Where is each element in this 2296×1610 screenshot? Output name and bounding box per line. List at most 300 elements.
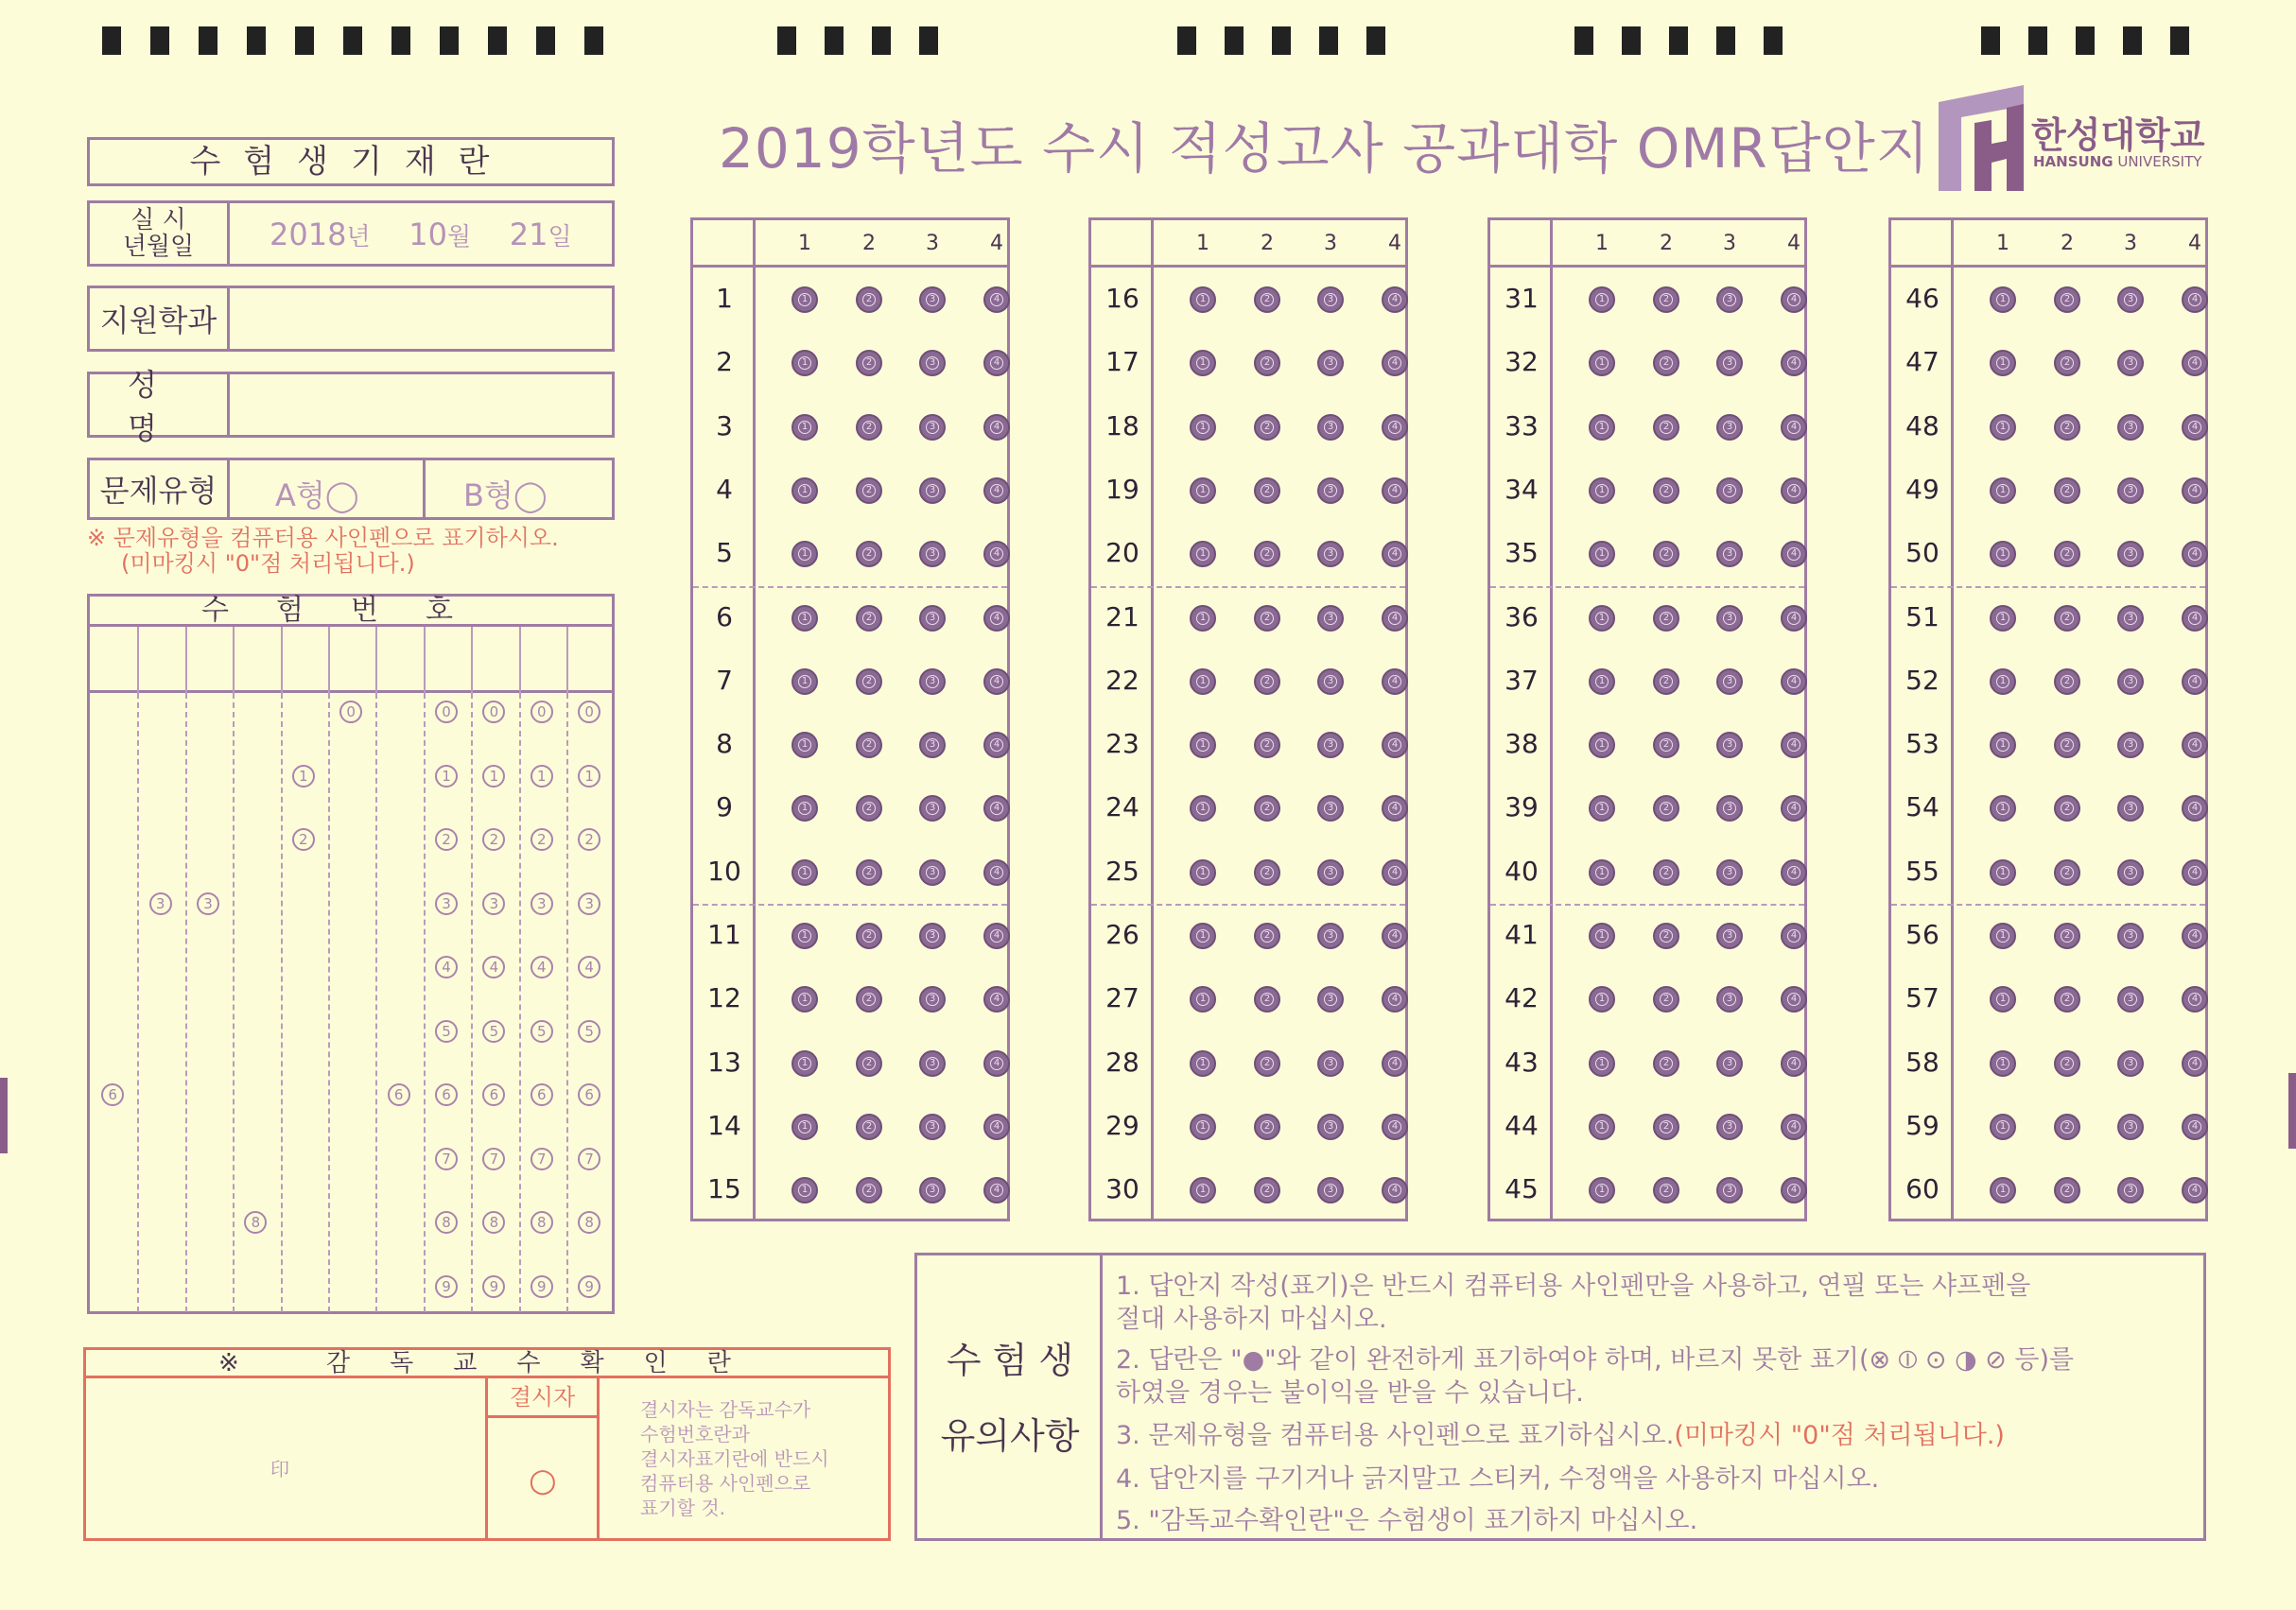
answer-bubble[interactable]: 1 — [791, 541, 818, 567]
answer-bubble[interactable]: 1 — [1190, 414, 1216, 441]
answer-bubble[interactable]: 4 — [1781, 923, 1807, 949]
answer-bubble[interactable]: 3 — [919, 1177, 946, 1203]
answer-bubble[interactable]: 1 — [1190, 1114, 1216, 1140]
answer-bubble[interactable]: 3 — [1716, 1050, 1743, 1077]
exam-digit-bubble[interactable]: 3 — [531, 892, 553, 915]
answer-bubble[interactable]: 4 — [1781, 605, 1807, 632]
exam-digit-bubble[interactable]: 9 — [531, 1275, 553, 1298]
answer-bubble[interactable]: 2 — [2054, 1177, 2080, 1203]
exam-digit-bubble[interactable]: 7 — [531, 1148, 553, 1170]
type-a-option[interactable]: A형◯ — [275, 477, 359, 513]
answer-bubble[interactable]: 4 — [983, 414, 1010, 441]
answer-bubble[interactable]: 3 — [1716, 668, 1743, 695]
answer-bubble[interactable]: 1 — [1589, 350, 1615, 376]
answer-bubble[interactable]: 3 — [2117, 795, 2144, 822]
answer-bubble[interactable]: 4 — [1382, 668, 1408, 695]
answer-bubble[interactable]: 4 — [1781, 795, 1807, 822]
answer-bubble[interactable]: 2 — [856, 986, 882, 1013]
answer-bubble[interactable]: 4 — [983, 859, 1010, 886]
answer-bubble[interactable]: 3 — [919, 286, 946, 313]
answer-bubble[interactable]: 3 — [2117, 923, 2144, 949]
answer-bubble[interactable]: 2 — [856, 541, 882, 567]
answer-bubble[interactable]: 2 — [856, 414, 882, 441]
exam-digit-bubble[interactable]: 1 — [578, 765, 600, 788]
exam-digit-bubble[interactable]: 9 — [435, 1275, 458, 1298]
exam-digit-bubble[interactable]: 8 — [578, 1211, 600, 1234]
exam-digit-bubble[interactable]: 3 — [482, 892, 505, 915]
answer-bubble[interactable]: 2 — [2054, 286, 2080, 313]
answer-bubble[interactable]: 2 — [1254, 477, 1280, 504]
exam-digit-bubble[interactable]: 4 — [482, 956, 505, 978]
exam-digit-bubble[interactable]: 2 — [292, 828, 315, 851]
answer-bubble[interactable]: 4 — [2182, 732, 2208, 758]
answer-bubble[interactable]: 4 — [983, 477, 1010, 504]
answer-bubble[interactable]: 1 — [1589, 414, 1615, 441]
answer-bubble[interactable]: 3 — [919, 923, 946, 949]
answer-bubble[interactable]: 2 — [1653, 923, 1679, 949]
exam-digit-bubble[interactable]: 2 — [435, 828, 458, 851]
answer-bubble[interactable]: 1 — [1190, 350, 1216, 376]
answer-bubble[interactable]: 3 — [2117, 286, 2144, 313]
answer-bubble[interactable]: 1 — [1589, 732, 1615, 758]
exam-digit-bubble[interactable]: 3 — [149, 892, 172, 915]
answer-bubble[interactable]: 4 — [1781, 986, 1807, 1013]
answer-bubble[interactable]: 3 — [2117, 732, 2144, 758]
answer-bubble[interactable]: 3 — [1716, 795, 1743, 822]
answer-bubble[interactable]: 4 — [2182, 1050, 2208, 1077]
answer-bubble[interactable]: 2 — [2054, 414, 2080, 441]
answer-bubble[interactable]: 4 — [2182, 859, 2208, 886]
answer-bubble[interactable]: 4 — [2182, 286, 2208, 313]
answer-bubble[interactable]: 2 — [2054, 986, 2080, 1013]
answer-bubble[interactable]: 4 — [1781, 1114, 1807, 1140]
answer-bubble[interactable]: 2 — [1653, 541, 1679, 567]
exam-digit-bubble[interactable]: 4 — [578, 956, 600, 978]
exam-digit-bubble[interactable]: 2 — [578, 828, 600, 851]
exam-digit-bubble[interactable]: 8 — [482, 1211, 505, 1234]
answer-bubble[interactable]: 3 — [1317, 1114, 1344, 1140]
answer-bubble[interactable]: 2 — [1653, 414, 1679, 441]
exam-digit-bubble[interactable]: 2 — [482, 828, 505, 851]
exam-digit-bubble[interactable]: 2 — [531, 828, 553, 851]
answer-bubble[interactable]: 2 — [1653, 795, 1679, 822]
answer-bubble[interactable]: 1 — [791, 668, 818, 695]
answer-bubble[interactable]: 3 — [919, 350, 946, 376]
answer-bubble[interactable]: 1 — [1190, 1050, 1216, 1077]
answer-bubble[interactable]: 1 — [1589, 668, 1615, 695]
answer-bubble[interactable]: 1 — [1589, 1050, 1615, 1077]
exam-digit-bubble[interactable]: 5 — [578, 1020, 600, 1043]
exam-digit-bubble[interactable]: 5 — [482, 1020, 505, 1043]
answer-bubble[interactable]: 4 — [1382, 286, 1408, 313]
answer-bubble[interactable]: 3 — [2117, 986, 2144, 1013]
answer-bubble[interactable]: 2 — [1653, 986, 1679, 1013]
exam-digit-bubble[interactable]: 8 — [435, 1211, 458, 1234]
answer-bubble[interactable]: 2 — [856, 923, 882, 949]
answer-bubble[interactable]: 2 — [1653, 1177, 1679, 1203]
answer-bubble[interactable]: 1 — [1190, 605, 1216, 632]
answer-bubble[interactable]: 3 — [1317, 795, 1344, 822]
answer-bubble[interactable]: 2 — [1254, 1050, 1280, 1077]
answer-bubble[interactable]: 4 — [2182, 795, 2208, 822]
type-b-option[interactable]: B형◯ — [463, 477, 548, 513]
answer-bubble[interactable]: 4 — [2182, 923, 2208, 949]
exam-digit-bubble[interactable]: 0 — [482, 701, 505, 723]
exam-digit-bubble[interactable]: 3 — [578, 892, 600, 915]
answer-bubble[interactable]: 2 — [856, 350, 882, 376]
answer-bubble[interactable]: 1 — [1190, 1177, 1216, 1203]
answer-bubble[interactable]: 1 — [1190, 859, 1216, 886]
exam-digit-bubble[interactable]: 0 — [578, 701, 600, 723]
answer-bubble[interactable]: 1 — [1190, 477, 1216, 504]
answer-bubble[interactable]: 4 — [983, 541, 1010, 567]
answer-bubble[interactable]: 3 — [919, 859, 946, 886]
answer-bubble[interactable]: 2 — [1254, 795, 1280, 822]
answer-bubble[interactable]: 4 — [1382, 541, 1408, 567]
exam-digit-bubble[interactable]: 6 — [388, 1083, 410, 1106]
answer-bubble[interactable]: 3 — [919, 986, 946, 1013]
exam-digit-bubble[interactable]: 6 — [482, 1083, 505, 1106]
exam-digit-bubble[interactable]: 9 — [578, 1275, 600, 1298]
answer-bubble[interactable]: 2 — [1254, 1177, 1280, 1203]
answer-bubble[interactable]: 1 — [791, 477, 818, 504]
answer-bubble[interactable]: 1 — [1190, 795, 1216, 822]
answer-bubble[interactable]: 2 — [856, 605, 882, 632]
exam-digit-bubble[interactable]: 8 — [531, 1211, 553, 1234]
answer-bubble[interactable]: 3 — [1716, 350, 1743, 376]
answer-bubble[interactable]: 3 — [919, 1114, 946, 1140]
answer-bubble[interactable]: 2 — [2054, 859, 2080, 886]
answer-bubble[interactable]: 1 — [1990, 477, 2016, 504]
answer-bubble[interactable]: 1 — [1990, 541, 2016, 567]
timing-mark — [1669, 26, 1688, 55]
answer-bubble[interactable]: 3 — [919, 1050, 946, 1077]
answer-bubble[interactable]: 2 — [2054, 477, 2080, 504]
answer-bubble[interactable]: 2 — [1254, 859, 1280, 886]
exam-digit-bubble[interactable]: 7 — [482, 1148, 505, 1170]
exam-number-title: 수험번호 — [90, 597, 612, 627]
answer-bubble[interactable]: 3 — [1317, 668, 1344, 695]
answer-bubble[interactable]: 3 — [1317, 286, 1344, 313]
exam-digit-bubble[interactable]: 0 — [339, 701, 362, 723]
exam-digit-bubble[interactable]: 1 — [482, 765, 505, 788]
exam-digit-bubble[interactable]: 3 — [435, 892, 458, 915]
answer-bubble[interactable]: 1 — [1990, 986, 2016, 1013]
exam-digit-bubble[interactable]: 8 — [244, 1211, 267, 1234]
answer-bubble[interactable]: 1 — [791, 1114, 818, 1140]
answer-bubble[interactable]: 1 — [791, 414, 818, 441]
answer-bubble[interactable]: 4 — [1781, 1050, 1807, 1077]
answer-bubble[interactable]: 4 — [983, 1050, 1010, 1077]
exam-digit-bubble[interactable]: 4 — [435, 956, 458, 978]
answer-bubble[interactable]: 3 — [1317, 923, 1344, 949]
answer-bubble[interactable]: 4 — [983, 668, 1010, 695]
exam-digit-bubble[interactable]: 1 — [435, 765, 458, 788]
exam-digit-bubble[interactable]: 4 — [531, 956, 553, 978]
answer-bubble[interactable]: 4 — [1382, 605, 1408, 632]
answer-bubble[interactable]: 3 — [1317, 1177, 1344, 1203]
answer-bubble[interactable]: 4 — [2182, 414, 2208, 441]
answer-bubble[interactable]: 1 — [791, 859, 818, 886]
answer-bubble[interactable]: 4 — [2182, 1114, 2208, 1140]
answer-bubble[interactable]: 2 — [2054, 668, 2080, 695]
answer-bubble[interactable]: 3 — [2117, 859, 2144, 886]
answer-bubble[interactable]: 2 — [1254, 414, 1280, 441]
answer-bubble[interactable]: 2 — [1653, 1114, 1679, 1140]
answer-bubble[interactable]: 4 — [1781, 414, 1807, 441]
answer-bubble[interactable]: 2 — [2054, 541, 2080, 567]
answer-bubble[interactable]: 2 — [1653, 668, 1679, 695]
exam-digit-bubble[interactable]: 3 — [197, 892, 219, 915]
answer-bubble[interactable]: 1 — [1990, 1050, 2016, 1077]
answer-bubble[interactable]: 4 — [1781, 668, 1807, 695]
answer-bubble[interactable]: 1 — [1589, 477, 1615, 504]
answer-bubble[interactable]: 2 — [1254, 1114, 1280, 1140]
answer-bubble[interactable]: 2 — [1254, 732, 1280, 758]
answer-bubble[interactable]: 4 — [1382, 923, 1408, 949]
answer-bubble[interactable]: 3 — [919, 605, 946, 632]
answer-bubble[interactable]: 1 — [1990, 923, 2016, 949]
answer-bubble[interactable]: 4 — [983, 1177, 1010, 1203]
answer-bubble[interactable]: 3 — [1317, 1050, 1344, 1077]
answer-bubble[interactable]: 3 — [2117, 350, 2144, 376]
answer-bubble[interactable]: 2 — [1254, 286, 1280, 313]
answer-bubble[interactable]: 4 — [1382, 414, 1408, 441]
answer-bubble[interactable]: 3 — [2117, 1050, 2144, 1077]
answer-bubble[interactable]: 4 — [1382, 1114, 1408, 1140]
answer-bubble[interactable]: 3 — [1716, 1177, 1743, 1203]
answer-bubble[interactable]: 4 — [983, 923, 1010, 949]
answer-bubble[interactable]: 3 — [1716, 541, 1743, 567]
answer-bubble[interactable]: 1 — [1190, 668, 1216, 695]
notice-item-4: 4. 답안지를 구기거나 긁지말고 스티커, 수정액을 사용하지 마십시오. — [1116, 1464, 1880, 1494]
answer-bubble[interactable]: 1 — [1589, 859, 1615, 886]
answer-bubble[interactable]: 4 — [983, 795, 1010, 822]
exam-digit-bubble[interactable]: 7 — [578, 1148, 600, 1170]
answer-bubble[interactable]: 3 — [919, 732, 946, 758]
answer-bubble[interactable]: 4 — [1781, 1177, 1807, 1203]
answer-bubble[interactable]: 4 — [2182, 541, 2208, 567]
answer-bubble[interactable]: 3 — [2117, 668, 2144, 695]
answer-bubble[interactable]: 2 — [1653, 859, 1679, 886]
exam-digit-bubble[interactable]: 0 — [435, 701, 458, 723]
answer-bubble[interactable]: 1 — [1589, 923, 1615, 949]
answer-bubble[interactable]: 4 — [1382, 477, 1408, 504]
answer-bubble[interactable]: 4 — [2182, 1177, 2208, 1203]
answer-bubble[interactable]: 3 — [1716, 859, 1743, 886]
exam-digit-bubble[interactable]: 7 — [435, 1148, 458, 1170]
answer-bubble[interactable]: 2 — [1653, 286, 1679, 313]
answer-bubble[interactable]: 4 — [1781, 859, 1807, 886]
answer-bubble[interactable]: 2 — [1254, 668, 1280, 695]
answer-bubble[interactable]: 2 — [2054, 350, 2080, 376]
answer-bubble[interactable]: 4 — [2182, 605, 2208, 632]
answer-bubble[interactable]: 3 — [1317, 541, 1344, 567]
answer-bubble[interactable]: 3 — [1716, 477, 1743, 504]
exam-digit-bubble[interactable]: 0 — [531, 701, 553, 723]
answer-bubble[interactable]: 1 — [1589, 605, 1615, 632]
answer-bubble[interactable]: 3 — [1317, 350, 1344, 376]
answer-bubble[interactable]: 1 — [791, 605, 818, 632]
answer-bubble[interactable]: 4 — [1382, 859, 1408, 886]
answer-bubble[interactable]: 2 — [1254, 541, 1280, 567]
answer-bubble[interactable]: 2 — [856, 477, 882, 504]
answer-bubble[interactable]: 1 — [1589, 1177, 1615, 1203]
answer-bubble[interactable]: 4 — [1781, 350, 1807, 376]
answer-bubble[interactable]: 1 — [1990, 795, 2016, 822]
exam-digit-bubble[interactable]: 6 — [531, 1083, 553, 1106]
answer-bubble[interactable]: 1 — [791, 286, 818, 313]
type-divider — [423, 460, 426, 517]
answer-bubble[interactable]: 3 — [919, 414, 946, 441]
answer-bubble[interactable]: 1 — [791, 986, 818, 1013]
answer-bubble[interactable]: 1 — [791, 350, 818, 376]
answer-bubble[interactable]: 1 — [791, 1050, 818, 1077]
answer-bubble[interactable]: 2 — [856, 1050, 882, 1077]
answer-bubble[interactable]: 4 — [983, 1114, 1010, 1140]
answer-bubble[interactable]: 1 — [1589, 986, 1615, 1013]
answer-bubble[interactable]: 4 — [1781, 477, 1807, 504]
answer-bubble[interactable]: 1 — [1990, 286, 2016, 313]
answer-bubble[interactable]: 4 — [1781, 732, 1807, 758]
answer-bubble[interactable]: 3 — [1317, 605, 1344, 632]
answer-bubble[interactable]: 3 — [1716, 923, 1743, 949]
answer-bubble[interactable]: 1 — [1190, 923, 1216, 949]
exam-digit-bubble[interactable]: 6 — [101, 1083, 124, 1106]
answer-bubble[interactable]: 1 — [1190, 541, 1216, 567]
answer-bubble[interactable]: 4 — [2182, 668, 2208, 695]
exam-digit-bubble[interactable]: 6 — [435, 1083, 458, 1106]
answer-bubble[interactable]: 4 — [2182, 477, 2208, 504]
answer-bubble[interactable]: 3 — [919, 477, 946, 504]
exam-digit-bubble[interactable]: 9 — [482, 1275, 505, 1298]
answer-bubble[interactable]: 3 — [1317, 477, 1344, 504]
answer-bubble[interactable]: 4 — [983, 986, 1010, 1013]
answer-bubble[interactable]: 2 — [1254, 923, 1280, 949]
answer-bubble[interactable]: 2 — [2054, 795, 2080, 822]
answer-bubble[interactable]: 3 — [1716, 286, 1743, 313]
answer-bubble[interactable]: 2 — [1254, 605, 1280, 632]
answer-bubble[interactable]: 1 — [1990, 605, 2016, 632]
answer-bubble[interactable]: 2 — [856, 795, 882, 822]
answer-bubble[interactable]: 4 — [1382, 795, 1408, 822]
exam-digit-bubble[interactable]: 1 — [292, 765, 315, 788]
answer-bubble[interactable]: 1 — [1990, 350, 2016, 376]
answer-bubble[interactable]: 2 — [856, 286, 882, 313]
absent-bubble[interactable]: ○ — [529, 1462, 557, 1499]
answer-bubble[interactable]: 2 — [856, 1114, 882, 1140]
answer-bubble[interactable]: 1 — [791, 732, 818, 758]
answer-bubble[interactable]: 1 — [1990, 1177, 2016, 1203]
answer-bubble[interactable]: 1 — [791, 923, 818, 949]
answer-bubble[interactable]: 1 — [1589, 1114, 1615, 1140]
answer-bubble[interactable]: 1 — [1190, 732, 1216, 758]
exam-digit-bubble[interactable]: 5 — [435, 1020, 458, 1043]
answer-bubble[interactable]: 4 — [983, 732, 1010, 758]
answer-bubble[interactable]: 4 — [1781, 541, 1807, 567]
answer-bubble[interactable]: 3 — [1716, 1114, 1743, 1140]
answer-bubble[interactable]: 1 — [1990, 668, 2016, 695]
answer-bubble[interactable]: 2 — [856, 859, 882, 886]
answer-bubble[interactable]: 3 — [1317, 859, 1344, 886]
answer-bubble[interactable]: 1 — [1190, 286, 1216, 313]
answer-bubble[interactable]: 4 — [1781, 286, 1807, 313]
answer-bubble[interactable]: 2 — [1653, 350, 1679, 376]
answer-bubble[interactable]: 2 — [856, 668, 882, 695]
answer-bubble[interactable]: 3 — [2117, 1114, 2144, 1140]
exam-digit-bubble[interactable]: 1 — [531, 765, 553, 788]
answer-bubble[interactable]: 4 — [983, 286, 1010, 313]
answer-bubble[interactable]: 2 — [2054, 732, 2080, 758]
question-number: 28 — [1105, 1046, 1139, 1078]
answer-bubble[interactable]: 2 — [1653, 477, 1679, 504]
answer-bubble[interactable]: 1 — [791, 795, 818, 822]
answer-bubble[interactable]: 3 — [2117, 605, 2144, 632]
answer-bubble[interactable]: 2 — [856, 732, 882, 758]
answer-bubble[interactable]: 2 — [1653, 605, 1679, 632]
exam-digit-bubble[interactable]: 5 — [531, 1020, 553, 1043]
exam-digit-bubble[interactable]: 6 — [578, 1083, 600, 1106]
answer-bubble[interactable]: 3 — [2117, 414, 2144, 441]
answer-bubble[interactable]: 2 — [2054, 1050, 2080, 1077]
answer-bubble[interactable]: 3 — [2117, 1177, 2144, 1203]
answer-bubble[interactable]: 2 — [2054, 1114, 2080, 1140]
answer-bubble[interactable]: 3 — [1317, 986, 1344, 1013]
answer-bubble[interactable]: 1 — [1589, 795, 1615, 822]
answer-bubble[interactable]: 4 — [1382, 1177, 1408, 1203]
answer-bubble[interactable]: 3 — [1317, 732, 1344, 758]
answer-bubble[interactable]: 1 — [1990, 859, 2016, 886]
answer-bubble[interactable]: 2 — [1653, 1050, 1679, 1077]
answer-bubble[interactable]: 2 — [856, 1177, 882, 1203]
answer-bubble[interactable]: 4 — [2182, 986, 2208, 1013]
name-field[interactable] — [87, 367, 615, 446]
answer-bubble[interactable]: 3 — [919, 795, 946, 822]
exam-number-col-divider — [137, 627, 139, 693]
answer-bubble[interactable]: 3 — [1317, 414, 1344, 441]
answer-bubble[interactable]: 4 — [1382, 986, 1408, 1013]
answer-bubble[interactable]: 2 — [1254, 986, 1280, 1013]
answer-bubble[interactable]: 2 — [2054, 923, 2080, 949]
answer-bubble[interactable]: 2 — [2054, 605, 2080, 632]
answer-bubble[interactable]: 1 — [1990, 732, 2016, 758]
answer-bubble[interactable]: 3 — [919, 541, 946, 567]
answer-bubble[interactable]: 4 — [1382, 350, 1408, 376]
answer-bubble[interactable]: 1 — [791, 1177, 818, 1203]
choice-header: 1 — [1595, 232, 1609, 255]
department-field[interactable] — [87, 286, 615, 352]
answer-bubble[interactable]: 4 — [1382, 732, 1408, 758]
answer-bubble[interactable]: 1 — [1589, 541, 1615, 567]
answer-bubble[interactable]: 3 — [2117, 477, 2144, 504]
answer-bubble[interactable]: 4 — [983, 605, 1010, 632]
answer-bubble[interactable]: 3 — [1716, 414, 1743, 441]
answer-bubble[interactable]: 3 — [1716, 605, 1743, 632]
answer-bubble[interactable]: 2 — [1653, 732, 1679, 758]
answer-bubble[interactable]: 3 — [2117, 541, 2144, 567]
answer-bubble[interactable]: 3 — [1716, 732, 1743, 758]
answer-bubble[interactable]: 3 — [1716, 986, 1743, 1013]
answer-bubble[interactable]: 2 — [1254, 350, 1280, 376]
answer-bubble[interactable]: 1 — [1990, 414, 2016, 441]
answer-bubble[interactable]: 4 — [1382, 1050, 1408, 1077]
answer-bubble[interactable]: 3 — [919, 668, 946, 695]
answer-bubble[interactable]: 4 — [983, 350, 1010, 376]
answer-bubble[interactable]: 4 — [2182, 350, 2208, 376]
answer-bubble[interactable]: 1 — [1589, 286, 1615, 313]
answer-bubble[interactable]: 1 — [1990, 1114, 2016, 1140]
answer-bubble[interactable]: 1 — [1190, 986, 1216, 1013]
